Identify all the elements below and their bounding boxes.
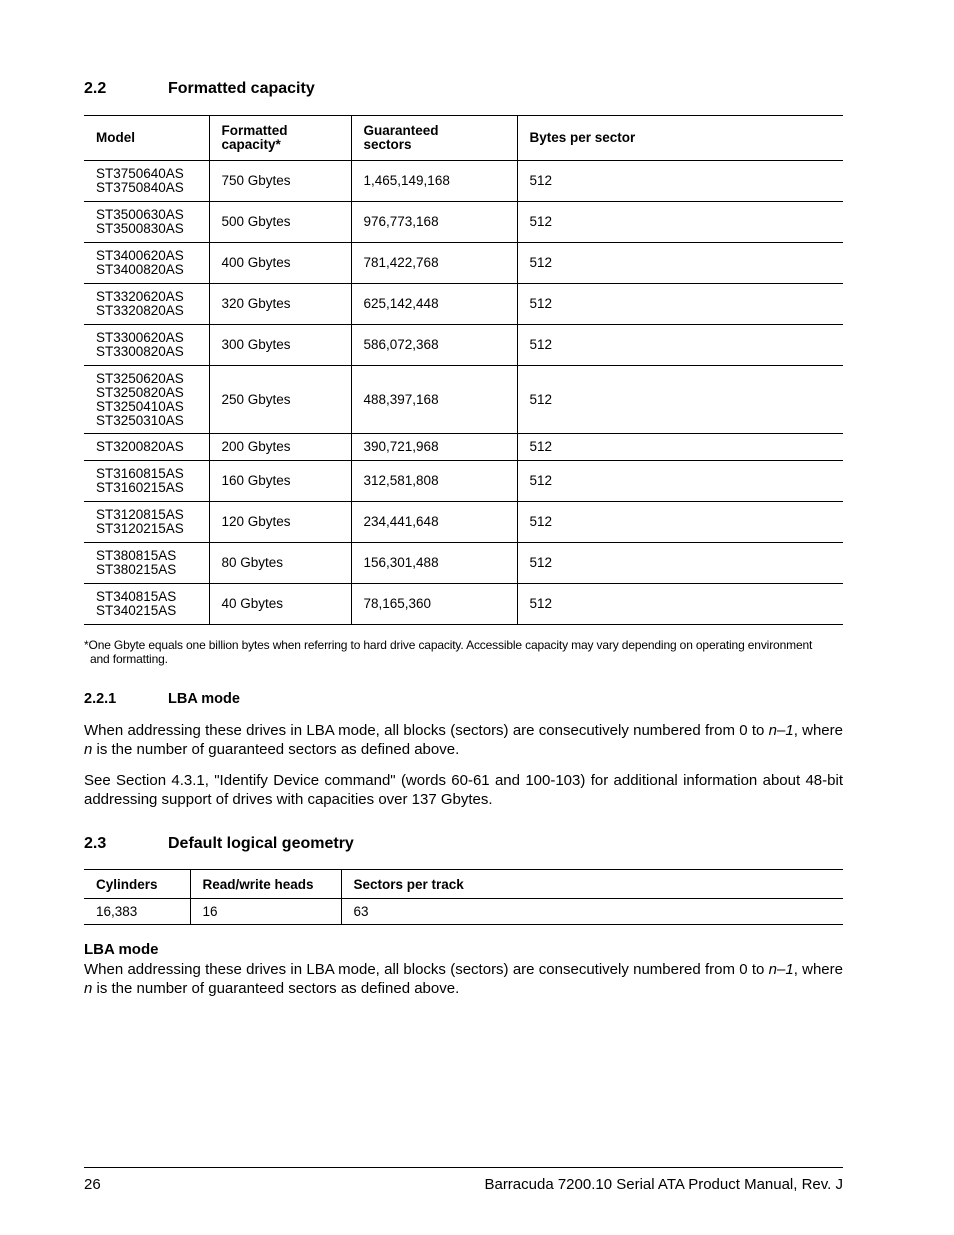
cell-model bbox=[84, 366, 209, 434]
lba-mode-label: LBA mode bbox=[84, 941, 159, 958]
model-number: ST3250410AS bbox=[96, 398, 184, 414]
model-number: ST3160815AS bbox=[96, 466, 184, 481]
footnote-line-2: and formatting. bbox=[90, 652, 168, 666]
cell-bytes-per-sector: 512 bbox=[517, 366, 843, 434]
model-number: ST3120815AS bbox=[96, 507, 184, 522]
model-number: ST3160215AS bbox=[96, 480, 184, 495]
model-number: ST3250820AS bbox=[96, 384, 184, 400]
model-number: ST3400620AS bbox=[96, 248, 184, 263]
table-body bbox=[84, 161, 843, 625]
section-number: 2.3 bbox=[84, 835, 107, 852]
table-header-row bbox=[84, 116, 843, 161]
model-number: ST3200820AS bbox=[96, 439, 184, 454]
model-number: ST3320820AS bbox=[96, 303, 184, 318]
lba-paragraph-3: When addressing these drives in LBA mode, all blocks (sectors) are consecutively numbered from 0 to n–1, where n is the number of guaranteed sectors as defined above. bbox=[84, 961, 843, 997]
header-text-line: Guaranteed bbox=[363, 123, 439, 138]
cell-bytes-per-sector: 512 bbox=[517, 284, 843, 325]
header-read-write-heads: Read/write heads bbox=[190, 870, 341, 899]
model-number: ST3500830AS bbox=[96, 221, 184, 236]
default-geometry-table bbox=[84, 869, 843, 925]
cell-bytes-per-sector: 512 bbox=[517, 434, 843, 461]
lba-paragraph-1: When addressing these drives in LBA mode, all blocks (sectors) are consecutively numbered from 0 to n–1, where n is the number of guaranteed sectors as defined above. bbox=[84, 722, 843, 758]
model-number: ST3500630AS bbox=[96, 207, 184, 222]
model-number: ST380215AS bbox=[96, 562, 177, 577]
header-sectors-per-track: Sectors per track bbox=[341, 870, 843, 899]
cell-model bbox=[84, 461, 209, 502]
cell-bytes-per-sector: 512 bbox=[517, 202, 843, 243]
model-number: ST3300820AS bbox=[96, 344, 184, 359]
table-row bbox=[84, 899, 843, 925]
model-number: ST3250620AS bbox=[96, 370, 184, 386]
header-text-line: capacity* bbox=[221, 137, 281, 152]
table-row bbox=[84, 366, 843, 434]
cell-bytes-per-sector: 512 bbox=[517, 584, 843, 625]
cell-model bbox=[84, 202, 209, 243]
lba-paragraph-2: See Section 4.3.1, "Identify Device command" (words 60-61 and 100-103) for additional information about 48-bit addressing support of drives with capacities over 137 Gbytes. bbox=[84, 772, 843, 808]
cell-formatted-capacity: 300 Gbytes bbox=[209, 325, 351, 366]
cell-formatted-capacity: 80 Gbytes bbox=[209, 543, 351, 584]
table-row bbox=[84, 202, 843, 243]
cell-guaranteed-sectors: 234,441,648 bbox=[351, 502, 517, 543]
capacity-footnote bbox=[84, 638, 846, 666]
table-row bbox=[84, 584, 843, 625]
table-row bbox=[84, 461, 843, 502]
table-row bbox=[84, 243, 843, 284]
cell-bytes-per-sector: 512 bbox=[517, 502, 843, 543]
header-text-line: Bytes per sector bbox=[529, 130, 636, 145]
cell-bytes-per-sector: 512 bbox=[517, 325, 843, 366]
section-title: LBA mode bbox=[168, 691, 240, 707]
cell-heads: 16 bbox=[190, 899, 341, 925]
model-number: ST3400820AS bbox=[96, 262, 184, 277]
header-formatted-capacity bbox=[209, 116, 351, 161]
cell-guaranteed-sectors: 156,301,488 bbox=[351, 543, 517, 584]
cell-formatted-capacity: 750 Gbytes bbox=[209, 161, 351, 202]
header-guaranteed-sectors bbox=[351, 116, 517, 161]
model-number: ST340815AS bbox=[96, 589, 177, 604]
cell-guaranteed-sectors: 1,465,149,168 bbox=[351, 161, 517, 202]
section-title: Default logical geometry bbox=[168, 835, 354, 852]
cell-guaranteed-sectors: 625,142,448 bbox=[351, 284, 517, 325]
cell-bytes-per-sector: 512 bbox=[517, 243, 843, 284]
cell-model bbox=[84, 434, 209, 461]
cell-formatted-capacity: 200 Gbytes bbox=[209, 434, 351, 461]
table-row bbox=[84, 161, 843, 202]
cell-formatted-capacity: 250 Gbytes bbox=[209, 366, 351, 434]
section-title: Formatted capacity bbox=[168, 80, 315, 97]
header-text-line: Formatted bbox=[221, 123, 288, 138]
formatted-capacity-table bbox=[84, 115, 843, 625]
cell-guaranteed-sectors: 586,072,368 bbox=[351, 325, 517, 366]
cell-model bbox=[84, 325, 209, 366]
section-number: 2.2.1 bbox=[84, 691, 117, 707]
cell-guaranteed-sectors: 976,773,168 bbox=[351, 202, 517, 243]
model-number: ST3120215AS bbox=[96, 521, 184, 536]
cell-formatted-capacity: 400 Gbytes bbox=[209, 243, 351, 284]
section-number: 2.2 bbox=[84, 80, 107, 97]
footnote-line-1: *One Gbyte equals one billion bytes when referring to hard drive capacity. Accessible capacity may vary depending on operating environment bbox=[84, 638, 813, 652]
cell-guaranteed-sectors: 312,581,808 bbox=[351, 461, 517, 502]
cell-formatted-capacity: 40 Gbytes bbox=[209, 584, 351, 625]
header-cylinders: Cylinders bbox=[84, 870, 190, 899]
model-number: ST3300620AS bbox=[96, 330, 184, 345]
cell-guaranteed-sectors: 781,422,768 bbox=[351, 243, 517, 284]
table-header-row bbox=[84, 870, 843, 899]
table-row bbox=[84, 543, 843, 584]
cell-model bbox=[84, 584, 209, 625]
cell-bytes-per-sector: 512 bbox=[517, 461, 843, 502]
cell-model bbox=[84, 502, 209, 543]
cell-sectors-per-track: 63 bbox=[341, 899, 843, 925]
model-number: ST3750840AS bbox=[96, 180, 184, 195]
model-number: ST380815AS bbox=[96, 548, 177, 563]
table-row bbox=[84, 284, 843, 325]
cell-model bbox=[84, 543, 209, 584]
footer-manual-title: Barracuda 7200.10 Serial ATA Product Manual, Rev. J bbox=[484, 1176, 843, 1193]
cell-model bbox=[84, 243, 209, 284]
cell-guaranteed-sectors: 488,397,168 bbox=[351, 366, 517, 434]
header-bytes-per-sector bbox=[517, 116, 843, 161]
cell-bytes-per-sector: 512 bbox=[517, 161, 843, 202]
model-number: ST3750640AS bbox=[96, 166, 184, 181]
header-text-line: sectors bbox=[363, 137, 412, 152]
cell-formatted-capacity: 120 Gbytes bbox=[209, 502, 351, 543]
table-row bbox=[84, 434, 843, 461]
cell-model bbox=[84, 284, 209, 325]
header-model bbox=[84, 116, 209, 161]
footer-rule bbox=[84, 1167, 843, 1168]
cell-guaranteed-sectors: 390,721,968 bbox=[351, 434, 517, 461]
model-number: ST340215AS bbox=[96, 603, 177, 618]
table-row bbox=[84, 502, 843, 543]
model-number: ST3250310AS bbox=[96, 412, 184, 428]
model-number: ST3320620AS bbox=[96, 289, 184, 304]
cell-guaranteed-sectors: 78,165,360 bbox=[351, 584, 517, 625]
cell-formatted-capacity: 500 Gbytes bbox=[209, 202, 351, 243]
cell-formatted-capacity: 320 Gbytes bbox=[209, 284, 351, 325]
cell-formatted-capacity: 160 Gbytes bbox=[209, 461, 351, 502]
cell-bytes-per-sector: 512 bbox=[517, 543, 843, 584]
cell-model bbox=[84, 161, 209, 202]
header-text-line: Model bbox=[96, 130, 135, 145]
footer-page-number: 26 bbox=[84, 1176, 101, 1193]
table-row bbox=[84, 325, 843, 366]
cell-cylinders: 16,383 bbox=[84, 899, 190, 925]
